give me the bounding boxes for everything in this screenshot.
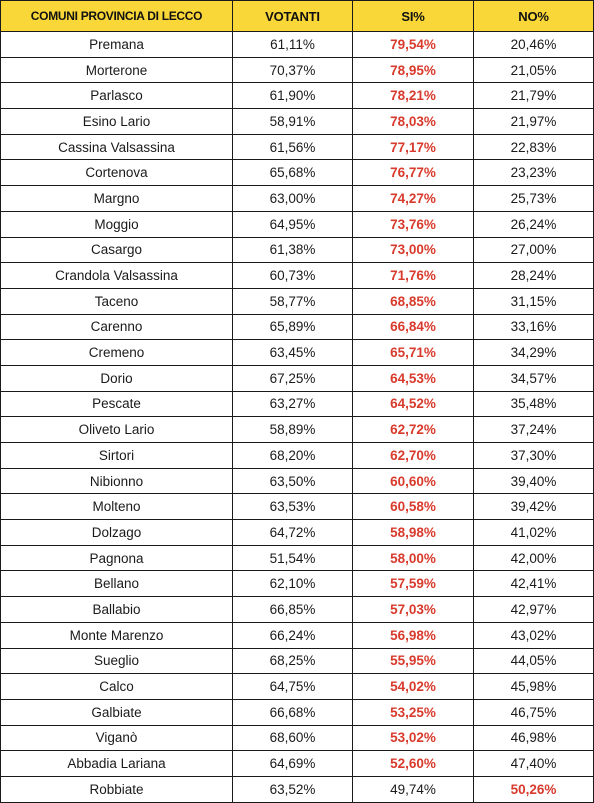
comune-cell: Cremeno: [1, 340, 233, 366]
comune-cell: Crandola Valsassina: [1, 263, 233, 289]
no-cell: 46,98%: [474, 725, 594, 751]
votanti-cell: 61,38%: [233, 237, 353, 263]
header-comuni: COMUNI PROVINCIA DI LECCO: [1, 1, 233, 32]
si-cell: 52,60%: [353, 751, 474, 777]
table-row: [1, 648, 594, 674]
votanti-cell: 63,50%: [233, 468, 353, 494]
no-cell: 41,02%: [474, 520, 594, 546]
votanti-cell: 64,75%: [233, 674, 353, 700]
comune-cell: Margno: [1, 186, 233, 212]
table-row: [1, 32, 594, 58]
table-row: [1, 417, 594, 443]
comune-cell: Taceno: [1, 288, 233, 314]
si-cell: 78,03%: [353, 109, 474, 135]
table-row: [1, 340, 594, 366]
comune-cell: Nibionno: [1, 468, 233, 494]
votanti-cell: 58,77%: [233, 288, 353, 314]
si-cell: 73,76%: [353, 211, 474, 237]
votanti-cell: 66,68%: [233, 699, 353, 725]
no-cell: 42,00%: [474, 545, 594, 571]
si-cell: 56,98%: [353, 622, 474, 648]
votanti-cell: 66,85%: [233, 597, 353, 623]
comune-cell: Oliveto Lario: [1, 417, 233, 443]
si-cell: 49,74%: [353, 776, 474, 802]
comune-cell: Pescate: [1, 391, 233, 417]
table-row: [1, 468, 594, 494]
si-cell: 57,59%: [353, 571, 474, 597]
si-cell: 58,00%: [353, 545, 474, 571]
votanti-cell: 65,68%: [233, 160, 353, 186]
table-row: [1, 288, 594, 314]
table-row: [1, 237, 594, 263]
no-cell: 21,05%: [474, 57, 594, 83]
votanti-cell: 64,72%: [233, 520, 353, 546]
si-cell: 64,53%: [353, 365, 474, 391]
votanti-cell: 68,20%: [233, 443, 353, 469]
si-cell: 65,71%: [353, 340, 474, 366]
header-si: SI%: [353, 1, 474, 32]
si-cell: 60,60%: [353, 468, 474, 494]
comune-cell: Parlasco: [1, 83, 233, 109]
no-cell: 26,24%: [474, 211, 594, 237]
si-cell: 68,85%: [353, 288, 474, 314]
comune-cell: Cortenova: [1, 160, 233, 186]
comune-cell: Esino Lario: [1, 109, 233, 135]
si-cell: 57,03%: [353, 597, 474, 623]
si-cell: 62,70%: [353, 443, 474, 469]
comune-cell: Pagnona: [1, 545, 233, 571]
table-row: [1, 391, 594, 417]
no-cell: 23,23%: [474, 160, 594, 186]
comune-cell: Morterone: [1, 57, 233, 83]
comune-cell: Sueglio: [1, 648, 233, 674]
table-row: [1, 725, 594, 751]
si-cell: 58,98%: [353, 520, 474, 546]
si-cell: 78,21%: [353, 83, 474, 109]
no-cell: 39,42%: [474, 494, 594, 520]
table-row: [1, 776, 594, 802]
table-row: [1, 520, 594, 546]
votanti-cell: 61,90%: [233, 83, 353, 109]
votanti-cell: 63,53%: [233, 494, 353, 520]
no-cell: 50,26%: [474, 776, 594, 802]
no-cell: 34,57%: [474, 365, 594, 391]
table-row: [1, 134, 594, 160]
table-row: [1, 674, 594, 700]
header-row: [1, 1, 594, 32]
no-cell: 33,16%: [474, 314, 594, 340]
si-cell: 60,58%: [353, 494, 474, 520]
votanti-cell: 51,54%: [233, 545, 353, 571]
no-cell: 43,02%: [474, 622, 594, 648]
table-row: [1, 571, 594, 597]
table-row: [1, 83, 594, 109]
no-cell: 37,30%: [474, 443, 594, 469]
votanti-cell: 58,89%: [233, 417, 353, 443]
si-cell: 53,25%: [353, 699, 474, 725]
no-cell: 20,46%: [474, 32, 594, 58]
table-row: [1, 314, 594, 340]
si-cell: 55,95%: [353, 648, 474, 674]
votanti-cell: 67,25%: [233, 365, 353, 391]
comune-cell: Sirtori: [1, 443, 233, 469]
header-no: NO%: [474, 1, 594, 32]
si-cell: 53,02%: [353, 725, 474, 751]
no-cell: 44,05%: [474, 648, 594, 674]
votanti-cell: 63,00%: [233, 186, 353, 212]
comune-cell: Abbadia Lariana: [1, 751, 233, 777]
table-row: [1, 751, 594, 777]
table-header: [1, 1, 594, 32]
si-cell: 66,84%: [353, 314, 474, 340]
votanti-cell: 63,27%: [233, 391, 353, 417]
no-cell: 27,00%: [474, 237, 594, 263]
no-cell: 45,98%: [474, 674, 594, 700]
no-cell: 46,75%: [474, 699, 594, 725]
table-row: [1, 494, 594, 520]
votanti-cell: 68,25%: [233, 648, 353, 674]
no-cell: 21,97%: [474, 109, 594, 135]
no-cell: 42,41%: [474, 571, 594, 597]
no-cell: 42,97%: [474, 597, 594, 623]
table-row: [1, 365, 594, 391]
table-body: [1, 32, 594, 803]
si-cell: 64,52%: [353, 391, 474, 417]
votanti-cell: 70,37%: [233, 57, 353, 83]
table-row: [1, 57, 594, 83]
si-cell: 77,17%: [353, 134, 474, 160]
table-row: [1, 109, 594, 135]
table-row: [1, 622, 594, 648]
no-cell: 34,29%: [474, 340, 594, 366]
no-cell: 47,40%: [474, 751, 594, 777]
comune-cell: Viganò: [1, 725, 233, 751]
table-row: [1, 597, 594, 623]
no-cell: 35,48%: [474, 391, 594, 417]
table-row: [1, 699, 594, 725]
si-cell: 62,72%: [353, 417, 474, 443]
si-cell: 71,76%: [353, 263, 474, 289]
votanti-cell: 65,89%: [233, 314, 353, 340]
votanti-cell: 66,24%: [233, 622, 353, 648]
votanti-cell: 68,60%: [233, 725, 353, 751]
no-cell: 28,24%: [474, 263, 594, 289]
votanti-cell: 64,95%: [233, 211, 353, 237]
comune-cell: Molteno: [1, 494, 233, 520]
no-cell: 25,73%: [474, 186, 594, 212]
si-cell: 79,54%: [353, 32, 474, 58]
votanti-cell: 63,45%: [233, 340, 353, 366]
header-votanti: VOTANTI: [233, 1, 353, 32]
table-row: [1, 211, 594, 237]
table-row: [1, 545, 594, 571]
comune-cell: Robbiate: [1, 776, 233, 802]
si-cell: 76,77%: [353, 160, 474, 186]
si-cell: 73,00%: [353, 237, 474, 263]
votanti-cell: 61,11%: [233, 32, 353, 58]
si-cell: 74,27%: [353, 186, 474, 212]
votanti-cell: 61,56%: [233, 134, 353, 160]
votanti-cell: 62,10%: [233, 571, 353, 597]
table-row: [1, 263, 594, 289]
comune-cell: Monte Marenzo: [1, 622, 233, 648]
comune-cell: Dolzago: [1, 520, 233, 546]
no-cell: 21,79%: [474, 83, 594, 109]
comune-cell: Calco: [1, 674, 233, 700]
comune-cell: Carenno: [1, 314, 233, 340]
table-row: [1, 186, 594, 212]
table-row: [1, 160, 594, 186]
no-cell: 22,83%: [474, 134, 594, 160]
comune-cell: Dorio: [1, 365, 233, 391]
no-cell: 31,15%: [474, 288, 594, 314]
comune-cell: Ballabio: [1, 597, 233, 623]
votanti-cell: 63,52%: [233, 776, 353, 802]
votanti-cell: 64,69%: [233, 751, 353, 777]
comune-cell: Galbiate: [1, 699, 233, 725]
si-cell: 78,95%: [353, 57, 474, 83]
votanti-cell: 58,91%: [233, 109, 353, 135]
votanti-cell: 60,73%: [233, 263, 353, 289]
comune-cell: Bellano: [1, 571, 233, 597]
no-cell: 39,40%: [474, 468, 594, 494]
table-row: [1, 443, 594, 469]
no-cell: 37,24%: [474, 417, 594, 443]
comune-cell: Casargo: [1, 237, 233, 263]
comune-cell: Moggio: [1, 211, 233, 237]
si-cell: 54,02%: [353, 674, 474, 700]
comune-cell: Premana: [1, 32, 233, 58]
comune-cell: Cassina Valsassina: [1, 134, 233, 160]
